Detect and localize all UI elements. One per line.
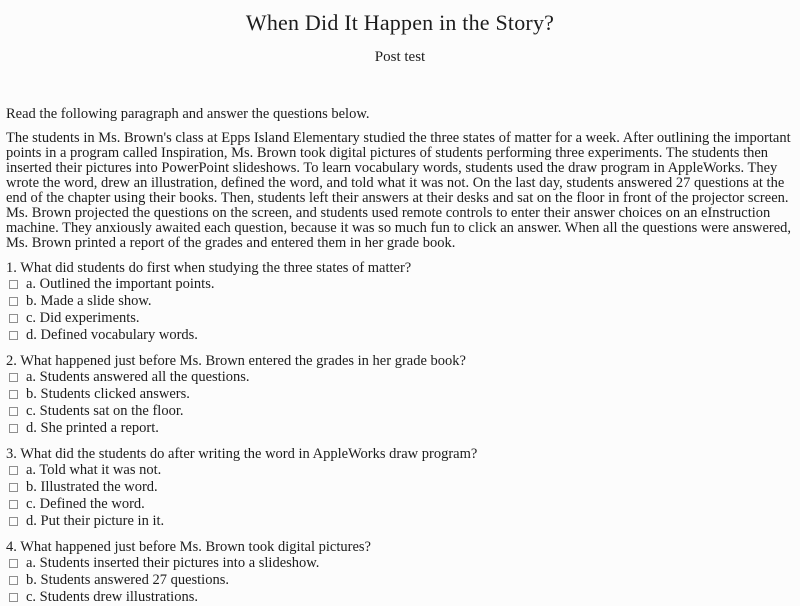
answer-option (6, 513, 794, 530)
answer-option (6, 462, 794, 479)
answer-checkbox[interactable] (9, 500, 18, 509)
answer-option (6, 369, 794, 386)
answer-option (6, 572, 794, 589)
question-prompt: 4. What happened just before Ms. Brown took digital pictures? (6, 539, 371, 555)
reading-passage: The students in Ms. Brown's class at Epps Island Elementary studied the three states of matter for a week. After outlining the important points in a program called Inspiration, Ms. Brown took digital pictures of students performing three experiments. The students then inserted their pictures into PowerPoint slideshows. To learn vocabulary words, students used the draw program in AppleWorks. They wrote the word, drew an illustration, defined the word, and told what it was not. On the last day, students answered 27 questions at the end of the chapter using their books. Then, students left their answers at their desks and sat on the floor in front of the projector screen. Ms. Brown projected the questions on the screen, and students used remote controls to enter their answer choices on an eInstruction machine. They anxiously awaited each question, because it was so much fun to click an answer. When all the questions were answered, Ms. Brown printed a report of the grades and entered them in her grade book. (6, 130, 792, 251)
answer-checkbox[interactable] (9, 483, 18, 492)
answer-option-label: c. Defined the word. (26, 496, 145, 512)
answer-option-label: c. Students drew illustrations. (26, 589, 198, 605)
answer-option (6, 310, 794, 327)
question-prompt: 2. What happened just before Ms. Brown entered the grades in her grade book? (6, 353, 466, 369)
page-subtitle: Post test (374, 49, 426, 65)
answer-option-label: d. Defined vocabulary words. (26, 327, 198, 343)
answer-option (6, 386, 794, 403)
answer-checkbox[interactable] (9, 559, 18, 568)
question-block-4 (6, 539, 794, 606)
answer-option-label: b. Students clicked answers. (26, 386, 190, 402)
answer-option (6, 403, 794, 420)
question-block-1 (6, 260, 794, 344)
answer-option (6, 420, 794, 437)
question-block-2 (6, 353, 794, 437)
answer-option-label: b. Made a slide show. (26, 293, 152, 309)
answer-checkbox[interactable] (9, 576, 18, 585)
answer-checkbox[interactable] (9, 407, 18, 416)
instructions-text: Read the following paragraph and answer the questions below. (6, 106, 370, 122)
answer-option (6, 479, 794, 496)
answer-option (6, 276, 794, 293)
answer-checkbox[interactable] (9, 331, 18, 340)
question-block-3 (6, 446, 794, 530)
answer-option-label: d. She printed a report. (26, 420, 159, 436)
answer-option-label: a. Students answered all the questions. (26, 369, 250, 385)
answer-option-label: b. Students answered 27 questions. (26, 572, 229, 588)
answer-option-label: c. Students sat on the floor. (26, 403, 184, 419)
answer-checkbox[interactable] (9, 390, 18, 399)
question-prompt: 1. What did students do first when studying the three states of matter? (6, 260, 412, 276)
answer-option-label: a. Students inserted their pictures into a slideshow. (26, 555, 320, 571)
answer-checkbox[interactable] (9, 297, 18, 306)
answer-checkbox[interactable] (9, 373, 18, 382)
answer-checkbox[interactable] (9, 314, 18, 323)
answer-option (6, 589, 794, 606)
answer-checkbox[interactable] (9, 424, 18, 433)
answer-option-label: c. Did experiments. (26, 310, 140, 326)
answer-checkbox[interactable] (9, 593, 18, 602)
answer-checkbox[interactable] (9, 280, 18, 289)
answer-option (6, 327, 794, 344)
answer-option (6, 293, 794, 310)
page-title: When Did It Happen in the Story? (245, 10, 555, 35)
answer-checkbox[interactable] (9, 466, 18, 475)
answer-option-label: a. Told what it was not. (26, 462, 162, 478)
answer-option (6, 496, 794, 513)
answer-option-label: d. Put their picture in it. (26, 513, 165, 529)
question-prompt: 3. What did the students do after writing the word in AppleWorks draw program? (6, 446, 478, 462)
answer-option-label: a. Outlined the important points. (26, 276, 215, 292)
answer-option-label: b. Illustrated the word. (26, 479, 158, 495)
answer-checkbox[interactable] (9, 517, 18, 526)
answer-option (6, 555, 794, 572)
